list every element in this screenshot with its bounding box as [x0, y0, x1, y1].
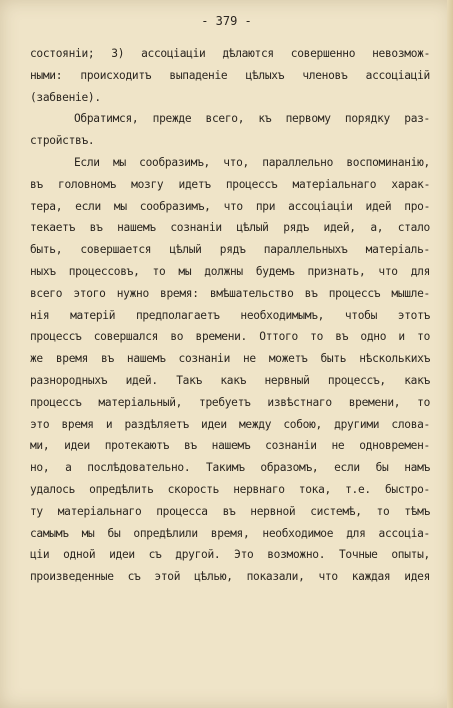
text-line: тера, если мы сообразимъ, что при ассоцiацiи идей про-	[30, 199, 430, 213]
text-line: текаетъ въ нашемъ сознанiи цѣлый рядъ идей, а, стало	[30, 221, 430, 235]
text-line: цiи одной идеи съ другой. Это возможно. Точные опыты,	[30, 548, 430, 562]
page-number: - 379 -	[201, 14, 252, 28]
body-text	[30, 43, 430, 588]
text-line: ныхъ процессовъ, то мы должны будемъ признать, что для	[30, 264, 430, 278]
text-line: состоянiи; 3) ассоцiацiи дѣлаются совершенно невозмож-	[30, 47, 430, 60]
text-line: (забвенiе).	[30, 90, 101, 104]
text-line: но, а послѣдовательно. Такимъ образомъ, если бы намъ	[30, 461, 430, 475]
text-line: ту матерiальнаго процесса въ нервной системѣ, то тѣмъ	[30, 504, 430, 518]
text-line: разнородныхъ идей. Такъ какъ нервный процессъ, какъ	[30, 373, 430, 387]
text-line: нiя матерiй предполагаетъ необходимымъ, чтобы этотъ	[30, 308, 430, 322]
text-line: въ головномъ мозгу идетъ процессъ матерiальнаго харак-	[30, 177, 430, 191]
text-line: удалось опредѣлить скорость нервнаго тока, т.е. быстро-	[30, 482, 430, 496]
text-line: Обратимся, прежде всего, къ первому порядку раз-	[74, 112, 430, 126]
text-line: всего этого нужно время: вмѣшательство въ процессъ мышле-	[30, 286, 430, 300]
text-line: это время и раздѣляетъ идеи между собою, другими слова-	[30, 417, 430, 431]
text-line: процессъ совершался во времени. Оттого то въ одно и то	[30, 330, 430, 344]
text-line: же время въ нашемъ сознанiи не можетъ быть нѣсколькихъ	[30, 352, 430, 366]
text-line: произведенные съ этой цѣлью, показали, что каждая идея	[30, 570, 430, 584]
text-line: Если мы сообразимъ, что, параллельно воспоминанiю,	[74, 155, 430, 169]
text-line: ми, идеи протекаютъ въ нашемъ сознанiи не одновремен-	[30, 439, 430, 453]
text-line: стройствъ.	[30, 134, 95, 148]
text-line: ными: происходитъ выпаденiе цѣлыхъ членовъ ассоцiацiй	[30, 68, 430, 82]
text-line: самымъ мы бы опредѣлили время, необходимое для ассоцiа-	[30, 526, 430, 540]
page-edge	[447, 0, 453, 708]
text-line: быть, совершается цѣлый рядъ параллельныхъ матерiаль-	[30, 243, 430, 257]
text-line: процессъ матерiальный, требуетъ извѣстнаго времени, то	[30, 395, 430, 409]
